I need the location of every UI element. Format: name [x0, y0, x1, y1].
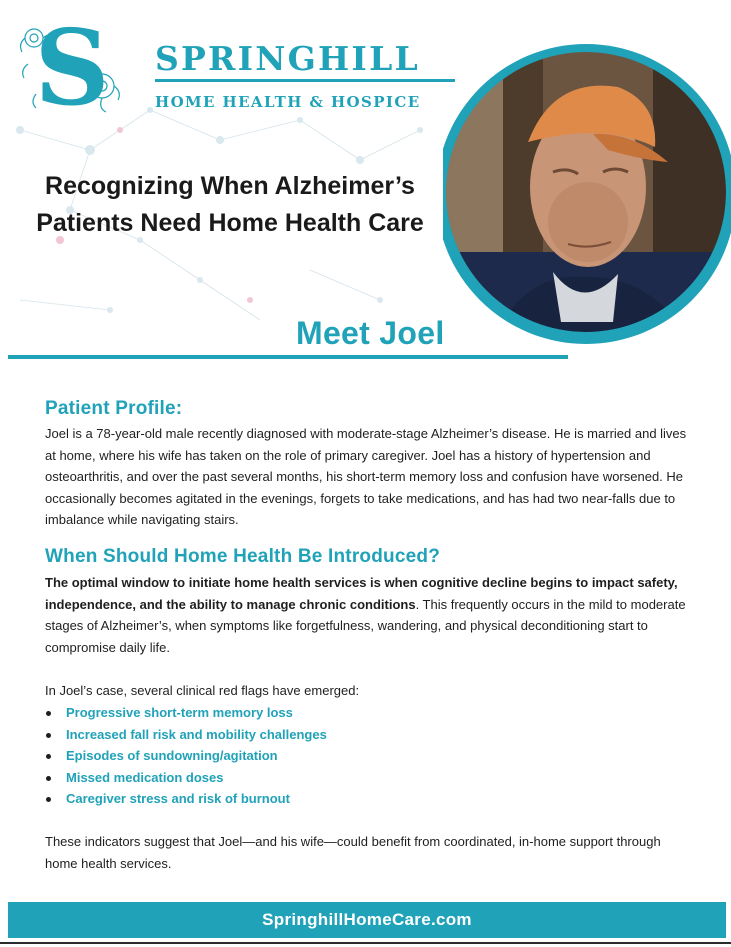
website-link[interactable]: SpringhillHomeCare.com	[262, 910, 472, 929]
footer-bar	[8, 902, 726, 938]
list-item-label: Progressive short-term memory loss	[66, 705, 293, 720]
document-title: Recognizing When Alzheimer’s Patients Need Home Health Care	[36, 172, 424, 237]
header-divider	[8, 355, 568, 359]
list-item	[45, 745, 327, 767]
profile-heading: Patient Profile:	[45, 398, 183, 419]
bullet-icon	[46, 754, 51, 759]
bullet-icon	[46, 733, 51, 738]
list-item-label: Episodes of sundowning/agitation	[66, 748, 278, 764]
floral-s-icon	[14, 24, 134, 116]
list-item	[45, 767, 327, 789]
when-body-bold: The optimal window to initiate home health services is when cognitive decline begins to impact safety, independence, and the ability to manage chronic conditions	[45, 575, 678, 612]
list-item-label: Missed medication doses	[66, 769, 224, 785]
profile-body: Joel is a 78-year-old male recently diagnosed with moderate-stage Alzheimer’s disease. He is married and lives at home, where his wife has taken on the role of primary caregiver. Joel has a history of hypertension and osteoarthritis, and over the past several months, his short-term memory loss and confusion have worsened. He occasionally becomes agitated in the evenings, forgets to take medications, and has had two near-falls due to imbalance while navigating stairs.	[45, 426, 687, 528]
when-heading: When Should Home Health Be Introduced?	[45, 546, 440, 567]
meet-heading: Meet Joel	[296, 315, 445, 351]
bullet-icon	[46, 711, 51, 716]
closing-paragraph: These indicators suggest that Joel—and his wife—could benefit from coordinated, in-home support through home health services.	[45, 834, 661, 871]
logo-letter: S	[34, 24, 110, 116]
brand-name: SPRINGHILL	[155, 39, 420, 78]
patient-photo	[443, 22, 731, 366]
bullet-icon	[46, 797, 51, 802]
brand-divider	[155, 79, 455, 82]
brand-logo	[14, 24, 454, 116]
when-body	[45, 572, 695, 658]
red-flags-intro: In Joel’s case, several clinical red flags have emerged:	[45, 683, 360, 698]
bullet-icon	[46, 776, 51, 781]
when-body-rest: . This frequently occurs in the mild to moderate stages of Alzheimer’s, when symptoms like forgetfulness, wandering, and physical deconditioning start to compromise daily life.	[45, 596, 686, 655]
list-item	[45, 788, 327, 810]
list-item	[45, 724, 327, 746]
red-flags-list	[45, 702, 327, 810]
list-item-label: Increased fall risk and mobility challenges	[66, 726, 327, 742]
list-item-label: Caregiver stress and risk of burnout	[66, 791, 290, 807]
page-bottom-divider	[0, 942, 731, 944]
list-item	[45, 702, 327, 724]
brand-tagline: HOME HEALTH & HOSPICE	[155, 93, 421, 111]
